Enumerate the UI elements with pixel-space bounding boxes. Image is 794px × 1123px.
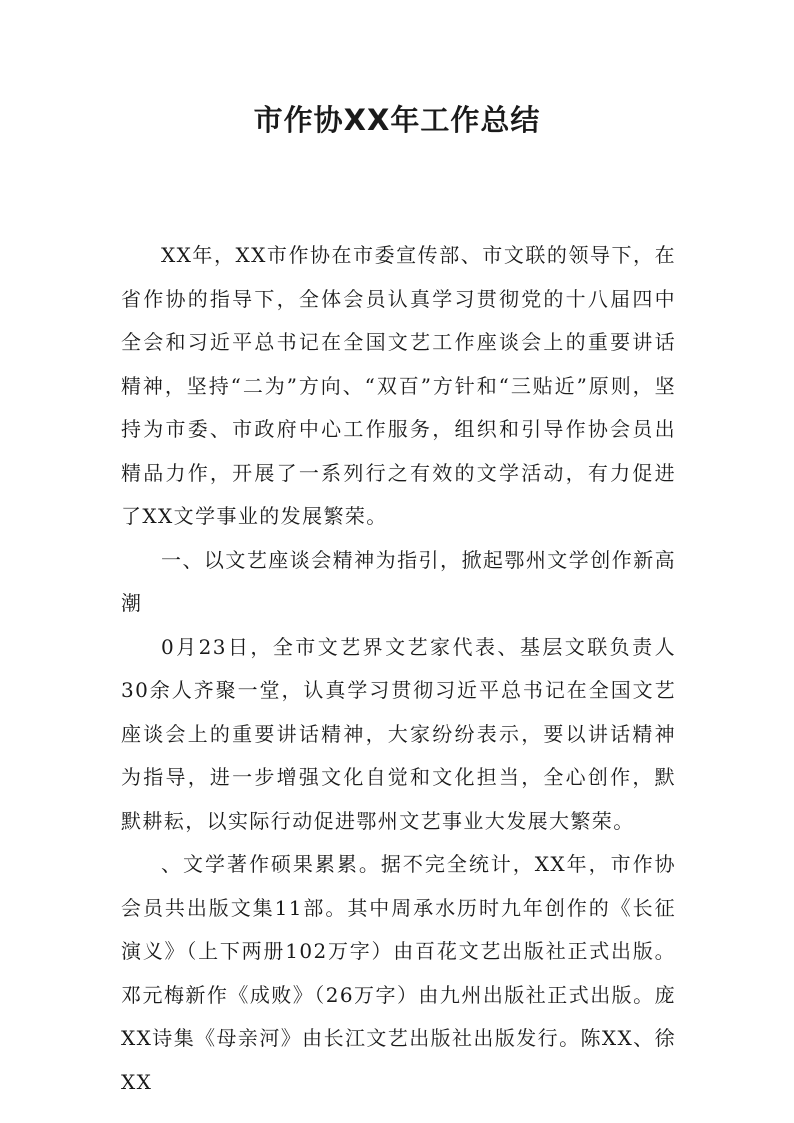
document-body bbox=[121, 234, 676, 1104]
document-title: 市作协XX年工作总结 bbox=[253, 103, 541, 137]
paragraph-publications: 、文学著作硕果累累。据不完全统计，XX年，市作协会员共出版文集11部。其中周承水历时九年创作的《长征演义》（上下两册102万字）由百花文艺出版社正式出版。邓元梅新作《成败》（26万字）由九州出版社正式出版。庞XX诗集《母亲河》由长江文艺出版社出版发行。陈XX、徐XX bbox=[121, 852, 676, 1094]
paragraph-intro: XX年，XX市作协在市委宣传部、市文联的领导下，在省作协的指导下，全体会员认真学习贯彻党的十八届四中全会和习近平总书记在全国文艺工作座谈会上的重要讲话精神，坚持“二为”方向、“双百”方针和“三贴近”原则，坚持为市委、市政府中心工作服务，组织和引导作协会员出精品力作，开展了一系列行之有效的文学活动，有力促进了XX文学事业的发展繁荣。 bbox=[121, 243, 676, 528]
paragraph-symposium: 0月23日，全市文艺界文艺家代表、基层文联负责人30余人齐聚一堂，认真学习贯彻习近平总书记在全国文艺座谈会上的重要讲话精神，大家纷纷表示，要以讲话精神为指导，进一步增强文化自觉和文化担当，全心创作，默默耕耘，以实际行动促进鄂州文艺事业大发展大繁荣。 bbox=[121, 634, 676, 833]
section-heading-1: 一、以文艺座谈会精神为指引，掀起鄂州文学创作新高潮 bbox=[121, 547, 676, 615]
